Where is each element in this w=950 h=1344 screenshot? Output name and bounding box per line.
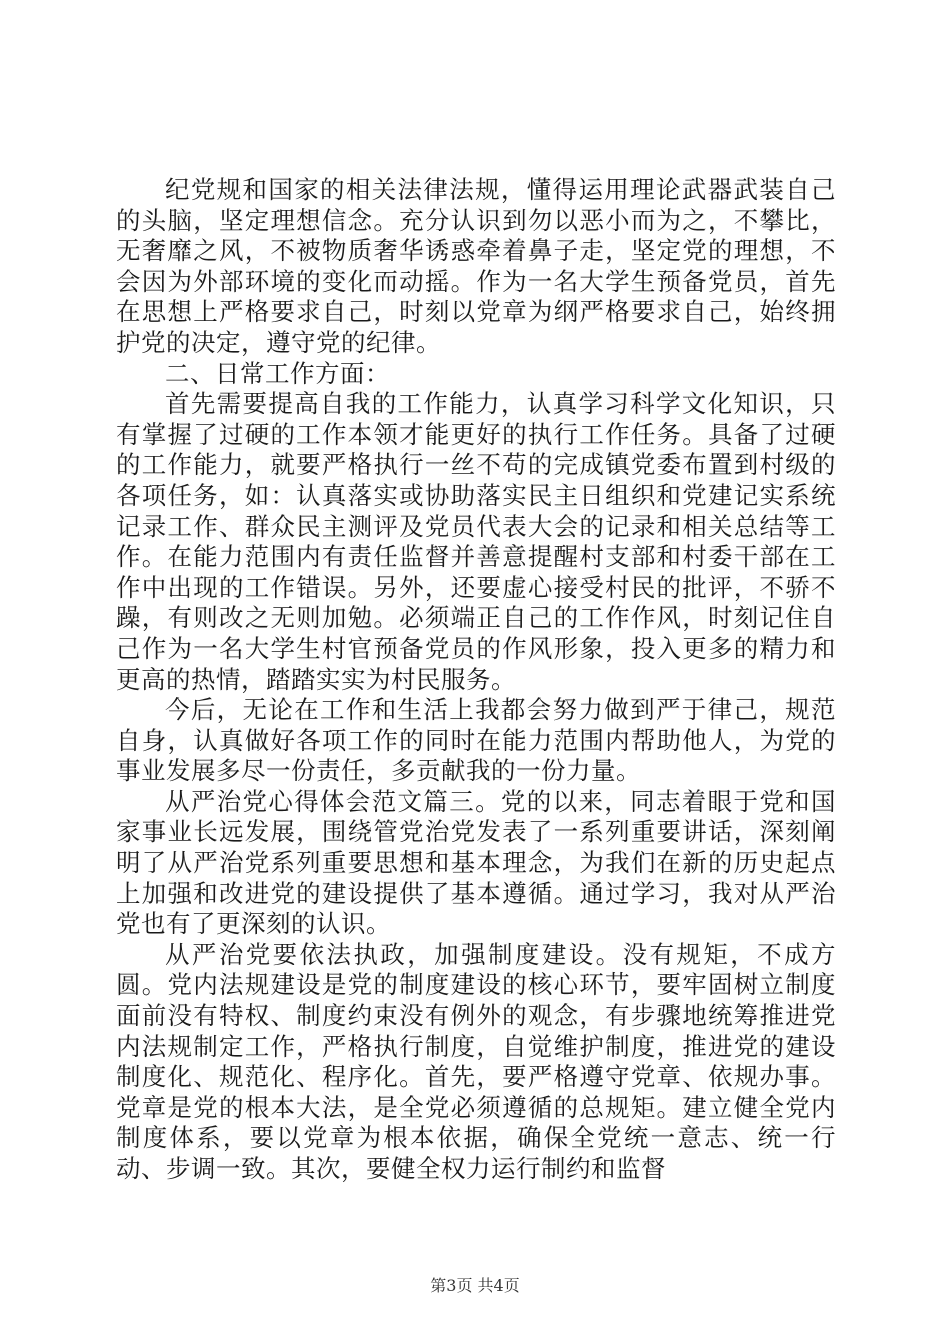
paragraph-2-heading: 二、日常工作方面：	[165, 358, 390, 388]
document-body	[116, 175, 836, 1185]
paragraph-1: 纪党规和国家的相关法律法规，懂得运用理论武器武装自己的头脑，坚定理想信念。充分认识到勿以恶小而为之，不攀比，无奢靡之风，不被物质奢华诱惑牵着鼻子走，坚定党的理想，不会因为外部环境的变化而动摇。作为一名大学生预备党员，首先在思想上严格要求自己，时刻以党章为纲严格要求自己，始终拥护党的决定，遵守党的纪律。	[116, 175, 836, 357]
paragraph-4: 今后，无论在工作和生活上我都会努力做到严于律己，规范自身，认真做好各项工作的同时在能力范围内帮助他人，为党的事业发展多尽一份责任，多贡献我的一份力量。	[116, 695, 836, 786]
paragraph-6: 从严治党要依法执政，加强制度建设。没有规矩，不成方圆。党内法规建设是党的制度建设的核心环节，要牢固树立制度面前没有特权、制度约束没有例外的观念，有步骤地统筹推进党内法规制定工作，严格执行制度，自觉维护制度，推进党的建设制度化、规范化、程序化。首先，要严格遵守党章、依规办事。党章是党的根本大法，是全党必须遵循的总规矩。建立健全党内制度体系，要以党章为根本依据，确保全党统一意志、统一行动、步调一致。其次，要健全权力运行制约和监督	[116, 939, 836, 1183]
page-number-footer: 第3页 共4页	[430, 1276, 520, 1295]
paragraph-5: 从严治党心得体会范文篇三。党的以来，同志着眼于党和国家事业长远发展，围绕管党治党发表了一系列重要讲话，深刻阐明了从严治党系列重要思想和基本理念，为我们在新的历史起点上加强和改进党的建设提供了基本遵循。通过学习，我对从严治党也有了更深刻的认识。	[116, 786, 836, 939]
paragraph-3: 首先需要提高自我的工作能力，认真学习科学文化知识，只有掌握了过硬的工作本领才能更好的执行工作任务。具备了过硬的工作能力，就要严格执行一丝不苟的完成镇党委布置到村级的各项任务，如：认真落实或协助落实民主日组织和党建记实系统记录工作、群众民主测评及党员代表大会的记录和相关总结等工作。在能力范围内有责任监督并善意提醒村支部和村委干部在工作中出现的工作错误。另外，还要虚心接受村民的批评，不骄不躁，有则改之无则加勉。必须端正自己的工作作风，时刻记住自己作为一名大学生村官预备党员的作风形象，投入更多的精力和更高的热情，踏踏实实为村民服务。	[116, 389, 836, 694]
